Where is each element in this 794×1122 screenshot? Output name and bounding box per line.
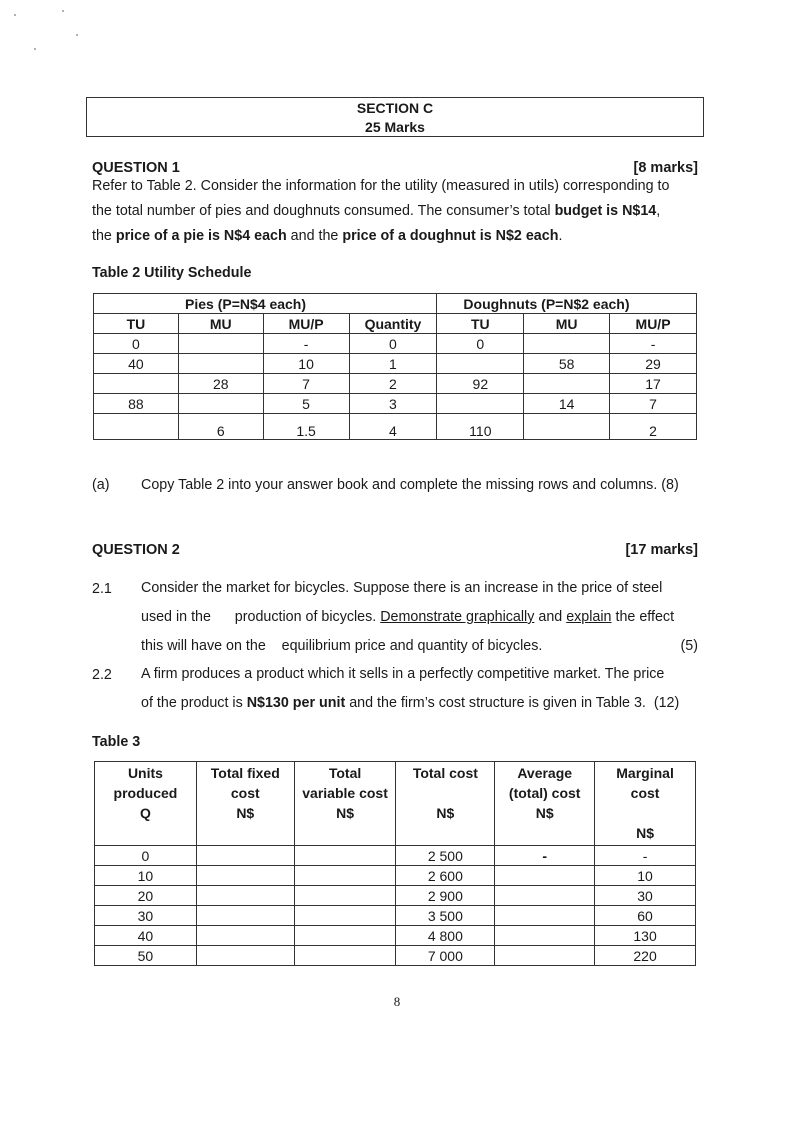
- item-2-1-line: [141, 632, 698, 661]
- item-2-1-text: [141, 574, 698, 661]
- header-average-cost: Average (total) cost N$: [495, 762, 595, 846]
- table-cell: 2 500: [396, 846, 495, 866]
- table-row: [95, 866, 696, 886]
- intro-text: the: [92, 228, 116, 244]
- header-mu-p: MU/P: [263, 314, 349, 334]
- table-cell: 2: [349, 374, 437, 394]
- table-cell: 0: [437, 334, 524, 354]
- table-cell: [196, 866, 294, 886]
- table-cell: [178, 334, 263, 354]
- text-run: of the product is: [141, 695, 247, 711]
- table-cell: 4: [349, 414, 437, 440]
- header-total-fixed-cost: Total fixed cost N$: [196, 762, 294, 846]
- table-cell: 92: [437, 374, 524, 394]
- table-cell: 5: [263, 394, 349, 414]
- table-cell: [495, 886, 595, 906]
- table-cell: 7: [263, 374, 349, 394]
- table-cell: 88: [94, 394, 179, 414]
- table-row: [94, 334, 697, 354]
- table-row: [95, 946, 696, 966]
- table-row: [95, 886, 696, 906]
- cost-structure-table: [94, 761, 696, 966]
- header-marginal-cost: Marginal cost N$: [595, 762, 696, 846]
- header-mu: MU: [178, 314, 263, 334]
- header-total-cost: Total cost N$: [396, 762, 495, 846]
- price-text: N$130 per unit: [246, 695, 346, 711]
- table-cell: [524, 414, 610, 440]
- table-cell: 58: [524, 354, 610, 374]
- utility-schedule-table: [93, 293, 697, 440]
- question-1-intro: [92, 174, 698, 249]
- table-cell: 1: [349, 354, 437, 374]
- header-units-produced: Units produced Q: [95, 762, 197, 846]
- table-cell: [294, 886, 396, 906]
- intro-line-1: Refer to Table 2. Consider the information for the utility (measured in utils) corresponding to: [92, 178, 670, 194]
- table-cell: 20: [95, 886, 197, 906]
- question-2-marks: [17 marks]: [625, 542, 698, 558]
- question-1-label: QUESTION 1: [92, 160, 180, 176]
- table-cell: 0: [349, 334, 437, 354]
- table-cell: [437, 394, 524, 414]
- scan-speck: [62, 10, 64, 12]
- table-cell: [196, 906, 294, 926]
- table-cell: 60: [595, 906, 696, 926]
- table-cell: [495, 926, 595, 946]
- table-cell: -: [263, 334, 349, 354]
- doughnut-price-text: price of a doughnut is N$2 each: [342, 228, 559, 244]
- intro-line-2: the total number of pies and doughnuts consumed. The consumer’s total budget is N$14,: [92, 203, 661, 219]
- header-quantity: Quantity: [349, 314, 437, 334]
- section-header-box: [86, 97, 704, 137]
- item-2-2-line: A firm produces a product which it sells in a perfectly competitive market. The price: [141, 666, 665, 682]
- table-cell: 4 800: [396, 926, 495, 946]
- table-cell: 3: [349, 394, 437, 414]
- table-cell: [196, 846, 294, 866]
- text-run: and the firm’s cost structure is given in Table 3. (12): [345, 695, 680, 711]
- pie-price-text: price of a pie is N$4 each: [115, 228, 287, 244]
- table-cell: [524, 334, 610, 354]
- text-run: and: [534, 609, 567, 625]
- header-tu: TU: [94, 314, 179, 334]
- table-cell: [94, 414, 179, 440]
- table-cell: 1.5: [263, 414, 349, 440]
- question-2-heading: [92, 542, 698, 558]
- table-cell: 7: [610, 394, 697, 414]
- table-cell: [196, 926, 294, 946]
- item-2-2-text: [141, 660, 698, 718]
- table-cell: 40: [94, 354, 179, 374]
- underlined-text: Demonstrate graphically: [380, 609, 535, 625]
- table-2-caption: Table 2 Utility Schedule: [92, 265, 252, 281]
- table-cell: [294, 906, 396, 926]
- table-cell: [294, 946, 396, 966]
- table-cell: [178, 354, 263, 374]
- text-run: the effect: [611, 609, 675, 625]
- table-row: [94, 414, 697, 440]
- table-row: [94, 374, 697, 394]
- scan-speck: [76, 34, 78, 36]
- table-row: [95, 906, 696, 926]
- table-cell: [437, 354, 524, 374]
- table-cell: 2: [610, 414, 697, 440]
- question-2-label: QUESTION 2: [92, 542, 180, 558]
- table-cell: [94, 374, 179, 394]
- table-cell: 7 000: [396, 946, 495, 966]
- table-row: [94, 354, 697, 374]
- table-cell: 50: [95, 946, 197, 966]
- budget-text: budget is N$14: [554, 203, 657, 219]
- table-cell: 2 900: [396, 886, 495, 906]
- table-cell: 14: [524, 394, 610, 414]
- table-row: [95, 846, 696, 866]
- page-number: 8: [393, 994, 401, 1009]
- header-tu: TU: [437, 314, 524, 334]
- text-run: used in the production of bicycles.: [141, 609, 381, 625]
- header-mu-p: MU/P: [610, 314, 697, 334]
- scan-speck: [14, 14, 16, 16]
- table-cell: [495, 946, 595, 966]
- table-cell: [196, 946, 294, 966]
- table-3-caption: Table 3: [92, 734, 141, 750]
- header-mu: MU: [524, 314, 610, 334]
- table-cell: [178, 394, 263, 414]
- table-cell: 40: [95, 926, 197, 946]
- intro-line-3: the price of a pie is N$4 each and the price of a doughnut is N$2 each.: [92, 228, 563, 244]
- table-cell: 10: [263, 354, 349, 374]
- doughnuts-group-header: Doughnuts (P=N$2 each): [437, 294, 697, 314]
- table-cell: 2 600: [396, 866, 495, 886]
- table-cell: -: [610, 334, 697, 354]
- table-cell: 17: [610, 374, 697, 394]
- table-cell: 29: [610, 354, 697, 374]
- table-cell: 28: [178, 374, 263, 394]
- table-cell: 10: [595, 866, 696, 886]
- question-1-marks: [8 marks]: [633, 160, 698, 176]
- intro-text: and the: [286, 228, 343, 244]
- underlined-text: explain: [566, 609, 612, 625]
- table-cell: [294, 926, 396, 946]
- table-cell: [196, 886, 294, 906]
- table-cell: [294, 866, 396, 886]
- table-cell: 30: [95, 906, 197, 926]
- table-cell: 220: [595, 946, 696, 966]
- part-a-label: (a): [92, 477, 110, 493]
- header-total-variable-cost: Total variable cost N$: [294, 762, 396, 846]
- part-a-text: Copy Table 2 into your answer book and complete the missing rows and columns. (8): [141, 477, 679, 493]
- intro-text: the total number of pies and doughnuts consumed. The consumer’s total: [92, 203, 555, 219]
- item-2-2-line: [141, 689, 698, 718]
- table-cell: 6: [178, 414, 263, 440]
- item-2-1-number: 2.1: [92, 581, 112, 597]
- item-2-1-line: [141, 603, 698, 632]
- scan-speck: [34, 48, 36, 50]
- table-cell: 10: [95, 866, 197, 886]
- table-header-row: [94, 314, 697, 334]
- table-cell: 130: [595, 926, 696, 946]
- item-2-1-marks: (5): [680, 638, 698, 654]
- table-row: [95, 926, 696, 946]
- table-cell: [294, 846, 396, 866]
- pies-group-header: Pies (P=N$4 each): [94, 294, 437, 314]
- table-cell: 0: [94, 334, 179, 354]
- table-header-row: [95, 762, 696, 846]
- item-2-2-number: 2.2: [92, 667, 112, 683]
- table-cell: -: [595, 846, 696, 866]
- table-cell: [495, 906, 595, 926]
- table-cell: [495, 866, 595, 886]
- table-group-header-row: [94, 294, 697, 314]
- table-cell: 30: [595, 886, 696, 906]
- text-run: this will have on the equilibrium price and quantity of bicycles.: [141, 638, 543, 654]
- table-row: [94, 394, 697, 414]
- section-title: SECTION C: [356, 100, 434, 116]
- table-cell: 0: [95, 846, 197, 866]
- table-cell: 110: [437, 414, 524, 440]
- table-cell: -: [495, 846, 595, 866]
- item-2-1-line: Consider the market for bicycles. Suppose there is an increase in the price of steel: [141, 580, 663, 596]
- section-marks: 25 Marks: [365, 119, 425, 135]
- table-cell: 3 500: [396, 906, 495, 926]
- table-cell: [524, 374, 610, 394]
